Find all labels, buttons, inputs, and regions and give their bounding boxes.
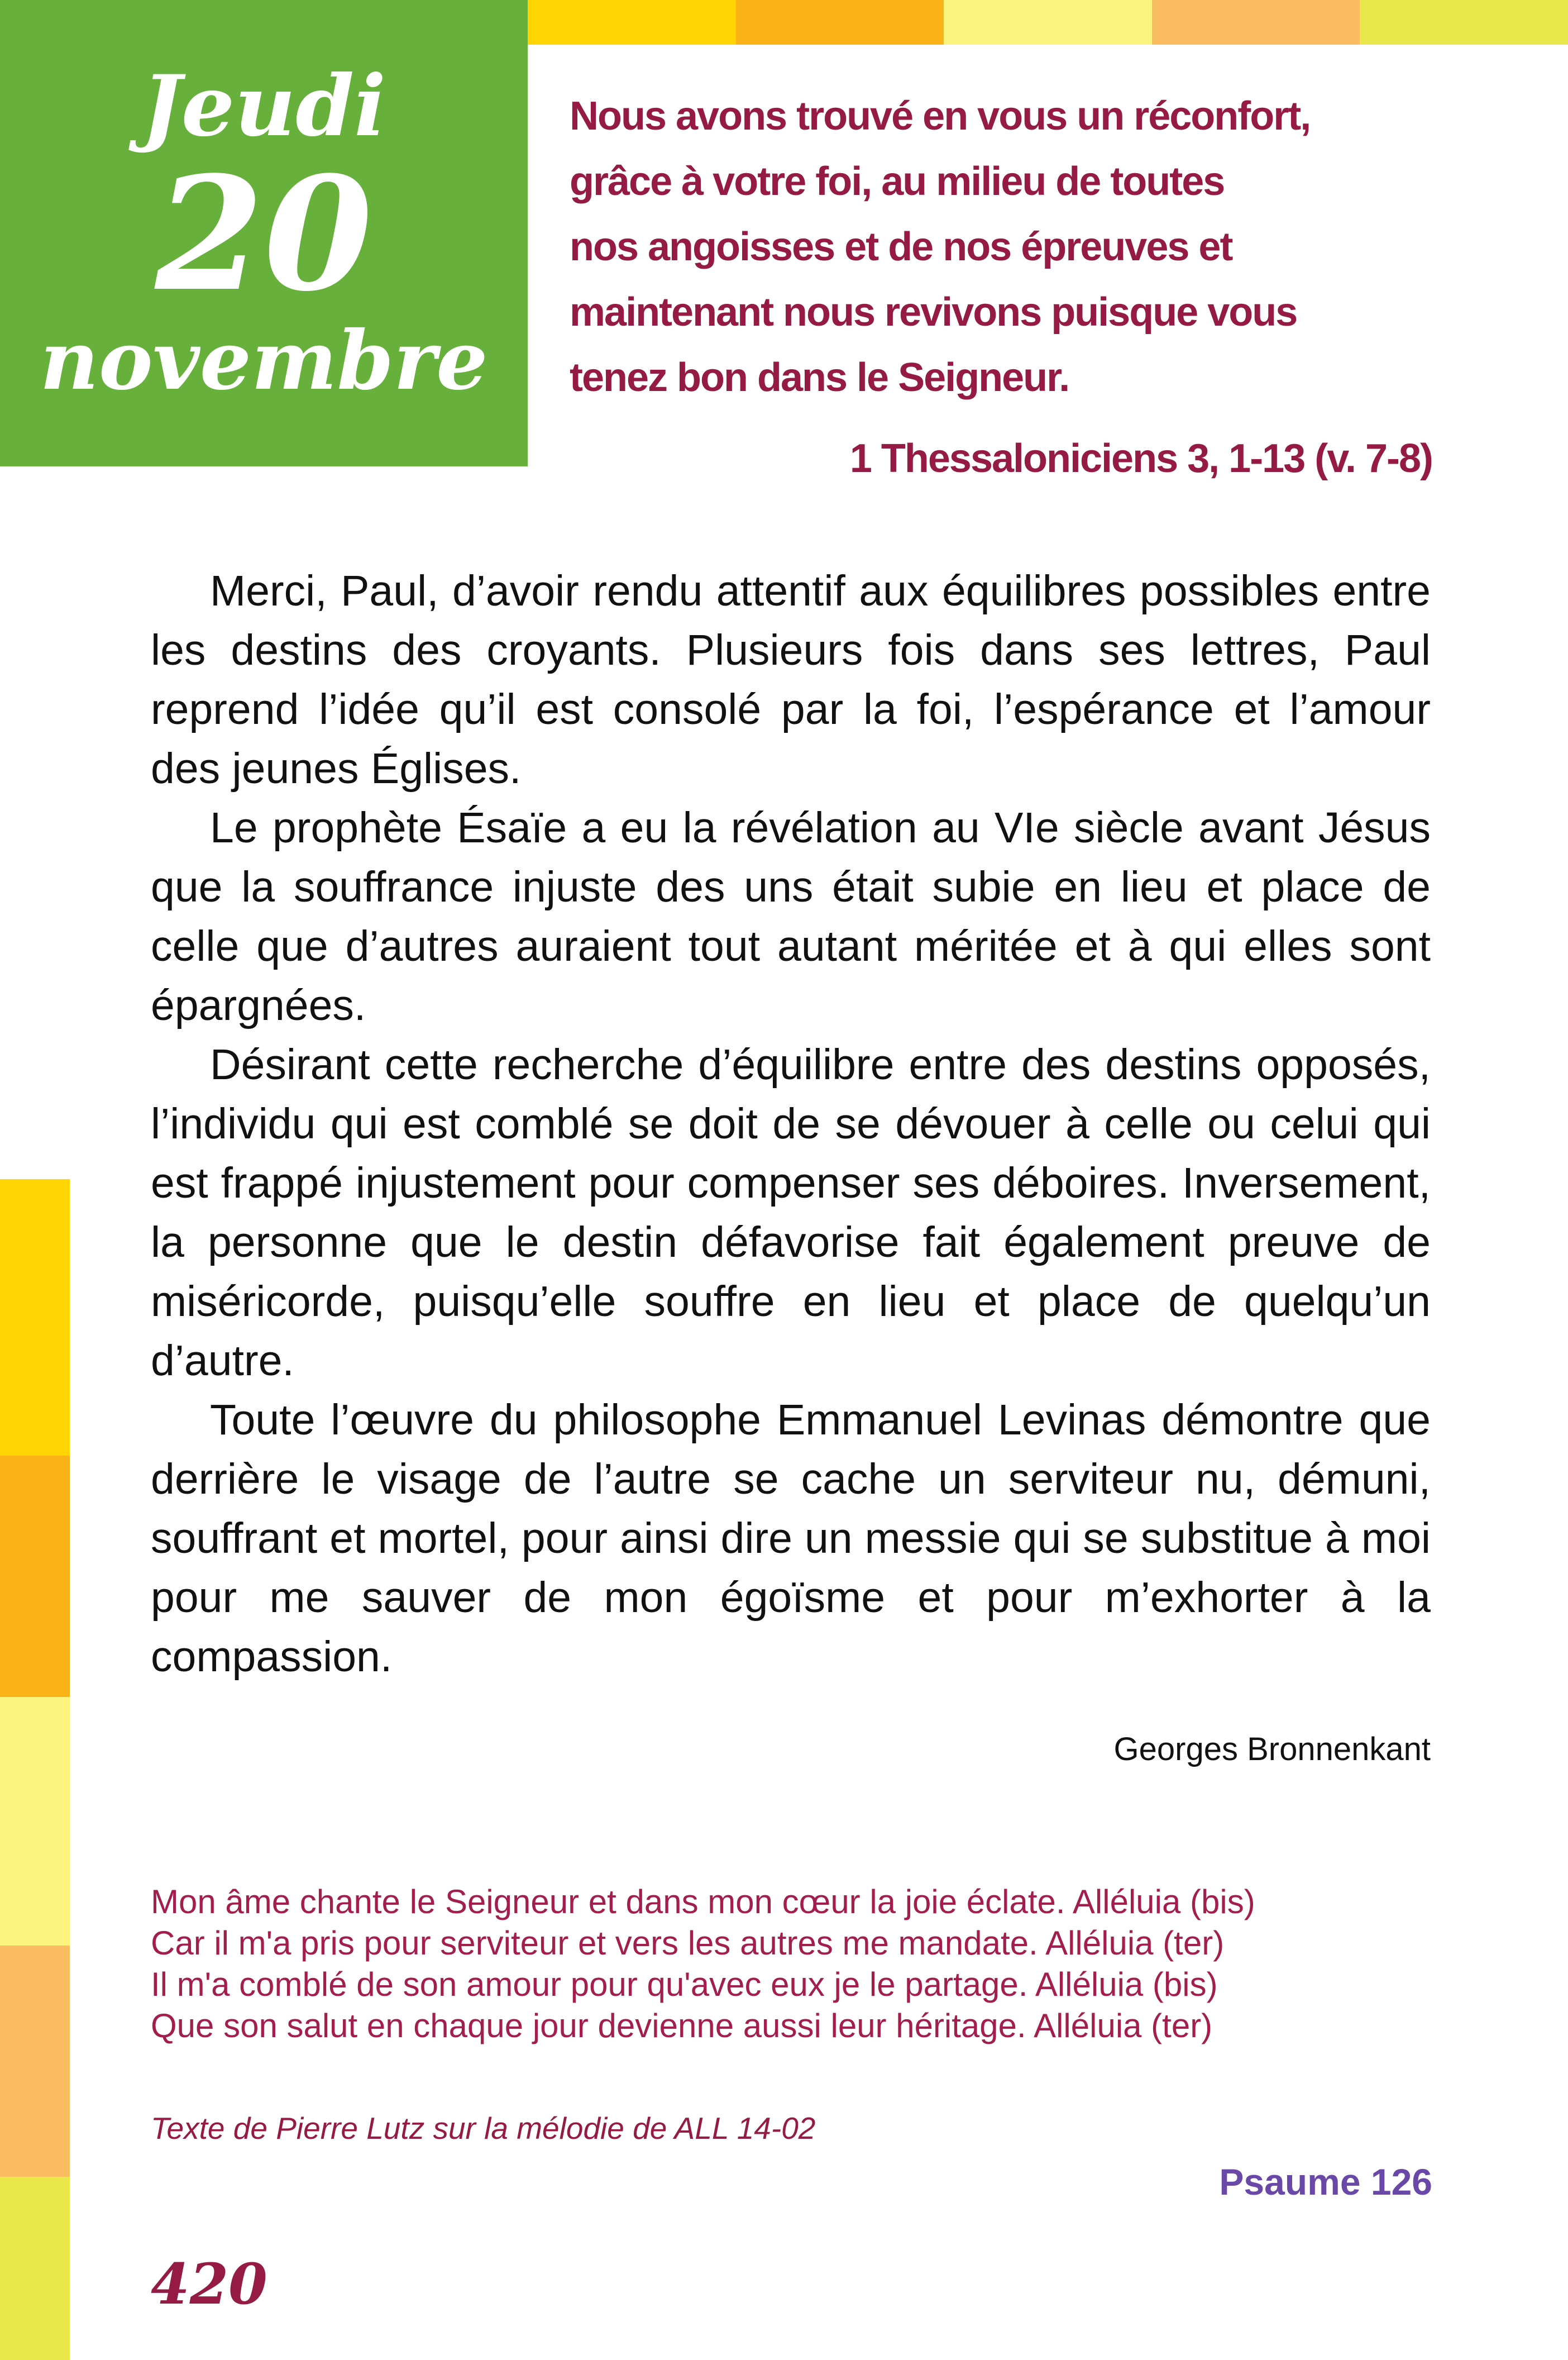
meditation-text [151,561,1431,1779]
verse-line: nos angoisses et de nos épreuves et [570,225,1232,269]
left-strip-segment-pale-yellow [0,1697,70,1946]
psalm-line: Il m'a comblé de son amour pour qu'avec eux je le partage. Alléluia (bis) [151,1966,1218,2003]
top-bar-segment-apricot [1152,0,1360,45]
psalm-song [151,1881,1431,2047]
meditation-paragraph: Le prophète Ésaïe a eu la révélation au VIe siècle avant Jésus que la souffrance injuste des uns était subie en lieu et place de celle que d’autres auraient tout autant méritée et à qui elles sont épargnées. [151,804,1431,1029]
date-month: novembre [40,313,488,409]
top-bar-segment-pale-yellow [944,0,1152,45]
verse-reference: 1 Thessaloniciens 3, 1-13 (v. 7-8) [849,436,1432,481]
meditation-paragraph: Désirant cette recherche d’équilibre entre des destins opposés, l’individu qui est comblé se doit de se dévouer à celle ou celui qui est frappé injustement pour compenser ses déboires. Inversement, la personne que le destin défavorise fait également preuve de miséricorde, puisqu’elle souffre en lieu et place de quelqu’un d’autre. [151,1041,1431,1385]
meditation-author: Georges Bronnenkant [1113,1731,1431,1767]
left-strip-segment-apricot [0,1946,70,2177]
page-number: 420 [151,2251,267,2317]
top-bar-segment-orange [736,0,944,45]
left-strip-segment-lime [0,2177,70,2360]
date-day: 20 [155,142,373,327]
psalm-line: Car il m'a pris pour serviteur et vers les autres me mandate. Alléluia (ter) [151,1924,1225,1962]
top-color-bar [528,0,1568,45]
verse-line: grâce à votre foi, au milieu de toutes [570,159,1225,204]
psalm-reference: Psaume 126 [1219,2161,1432,2202]
psalm-line: Mon âme chante le Seigneur et dans mon cœur la joie éclate. Alléluia (bis) [151,1883,1255,1920]
left-color-strip [0,1179,70,2360]
meditation-paragraph: Merci, Paul, d’avoir rendu attentif aux équilibres possibles entre les destins des croyants. Plusieurs fois dans ses lettres, Paul reprend l’idée qu’il est consolé par la foi, l’espérance et l’amour des jeunes Églises. [151,567,1431,793]
left-strip-segment-orange [0,1456,70,1697]
verse-line: maintenant nous revivons puisque vous [570,290,1297,335]
psalm-credit: Texte de Pierre Lutz sur la mélodie de ALL 14-02 [151,2111,816,2146]
meditation-paragraph: Toute l’œuvre du philosophe Emmanuel Levinas démontre que derrière le visage de l’autre se cache un serviteur nu, démuni, souffrant et mortel, pour ainsi dire un messie qui se substitue à moi pour me sauver de mon égoïsme et pour m’exhorter à la compassion. [151,1396,1431,1681]
date-block [0,0,528,466]
scripture-verse [570,84,1432,492]
verse-line: Nous avons trouvé en vous un réconfort, [570,94,1311,139]
left-strip-segment-gold [0,1179,70,1456]
verse-line: tenez bon dans le Seigneur. [570,355,1069,400]
psalm-line: Que son salut en chaque jour devienne aussi leur héritage. Alléluia (ter) [151,2007,1213,2044]
date-weekday: Jeudi [141,57,386,156]
top-bar-segment-lime [1360,0,1568,45]
top-bar-segment-gold [528,0,736,45]
